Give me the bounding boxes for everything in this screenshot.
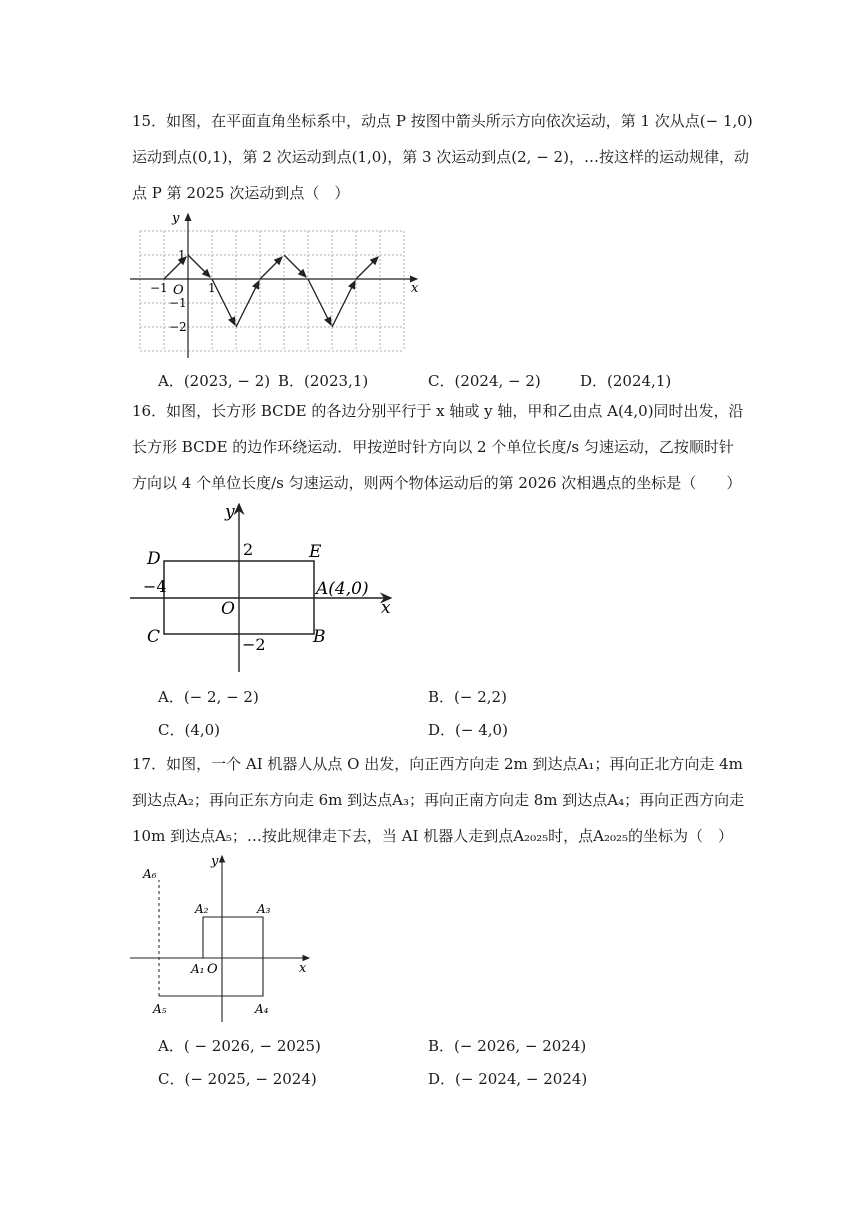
q15-tick-x-neg1: −1 bbox=[150, 281, 168, 295]
q17-label-a2: A₂ bbox=[195, 902, 209, 916]
q17-figure bbox=[125, 850, 325, 1025]
q17-line-3: 10m 到达点A₅；…按此规律走下去，当 AI 机器人走到点A₂₀₂₅时，点A₂₀₂₅的坐标为（ ） bbox=[132, 827, 733, 845]
q15-path-seg-9 bbox=[356, 257, 378, 279]
q15-option-a: A．(2023, − 2) bbox=[158, 372, 271, 390]
q16-x-label: x bbox=[381, 598, 391, 618]
q17-option-c: C．(− 2025, − 2024) bbox=[158, 1070, 317, 1088]
q17-y-label: y bbox=[211, 854, 219, 869]
q17-option-b: B．(− 2026, − 2024) bbox=[428, 1037, 587, 1055]
q17-option-d: D．(− 2024, − 2024) bbox=[428, 1070, 588, 1088]
q17-spiral-path bbox=[159, 917, 263, 996]
q16-label-d: D bbox=[147, 549, 161, 569]
q15-line-2: 运动到点(0,1)，第 2 次运动到点(1,0)，第 3 次运动到点(2, − 2)，…按这样的运动规律，动 bbox=[132, 148, 749, 166]
q16-tick-neg4: −4 bbox=[143, 577, 167, 596]
q15-path-seg-5 bbox=[260, 257, 282, 279]
q15-tick-x-1: 1 bbox=[208, 281, 216, 295]
q15-option-b: B．(2023,1) bbox=[278, 372, 369, 390]
q15-path-seg-8 bbox=[332, 281, 355, 327]
q16-line-2: 长方形 BCDE 的边作环绕运动．甲按逆时针方向以 2 个单位长度/s 匀速运动，乙按顺时针 bbox=[132, 438, 734, 456]
q17-x-label: x bbox=[299, 961, 307, 976]
q17-label-a6: A₆ bbox=[143, 867, 157, 881]
q16-figure bbox=[125, 498, 405, 678]
q16-option-d: D．(− 4,0) bbox=[428, 721, 508, 739]
q17-origin-label: O bbox=[207, 962, 218, 977]
q16-line-3: 方向以 4 个单位长度/s 匀速运动，则两个物体运动后的第 2026 次相遇点的坐标是（ ） bbox=[132, 474, 742, 492]
q15-tick-y-1: 1 bbox=[178, 248, 186, 262]
q17-option-a: A．( − 2026, − 2025) bbox=[158, 1037, 321, 1055]
q15-y-label: y bbox=[172, 211, 180, 226]
q15-option-c: C．(2024, − 2) bbox=[428, 372, 541, 390]
q15-path-seg-2 bbox=[188, 255, 210, 277]
q15-line-1: 15．如图，在平面直角坐标系中，动点 P 按图中箭头所示方向依次运动，第 1 次从点(− 1,0) bbox=[132, 112, 753, 130]
q15-tick-y-neg2: −2 bbox=[169, 320, 187, 334]
q16-label-b: B bbox=[313, 627, 326, 647]
q16-tick-2: 2 bbox=[243, 540, 254, 559]
q17-label-a5: A₅ bbox=[153, 1002, 167, 1016]
q15-path-seg-4 bbox=[236, 281, 259, 327]
q15-tick-y-neg1: −1 bbox=[169, 296, 187, 310]
q16-option-c: C．(4,0) bbox=[158, 721, 221, 739]
q17-label-a1: A₁ bbox=[191, 962, 205, 976]
q16-label-a: A(4,0) bbox=[316, 579, 369, 599]
q15-option-d: D．(2024,1) bbox=[580, 372, 672, 390]
q16-option-a: A．(− 2, − 2) bbox=[158, 688, 259, 706]
q16-label-c: C bbox=[147, 627, 161, 647]
q17-label-a4: A₄ bbox=[255, 1002, 269, 1016]
q16-tick-neg2: −2 bbox=[242, 635, 266, 654]
q16-label-e: E bbox=[309, 542, 322, 562]
q17-label-a3: A₃ bbox=[257, 902, 271, 916]
q16-y-label: y bbox=[225, 502, 235, 522]
q16-option-b: B．(− 2,2) bbox=[428, 688, 507, 706]
q15-figure bbox=[125, 210, 425, 360]
q17-line-1: 17．如图，一个 AI 机器人从点 O 出发，向正西方向走 2m 到达点A₁；再向正北方向走 4m bbox=[132, 755, 743, 773]
q15-path-seg-6 bbox=[284, 255, 306, 277]
q16-line-1: 16．如图，长方形 BCDE 的各边分别平行于 x 轴或 y 轴，甲和乙由点 A(4,0)同时出发，沿 bbox=[132, 402, 744, 420]
q17-line-2: 到达点A₂；再向正东方向走 6m 到达点A₃；再向正南方向走 8m 到达点A₄；再向正西方向走 bbox=[132, 791, 745, 809]
q15-line-3: 点 P 第 2025 次运动到点（ ） bbox=[132, 184, 350, 202]
q15-x-label: x bbox=[411, 281, 419, 296]
q15-path-seg-7 bbox=[308, 279, 331, 325]
q16-origin-label: O bbox=[221, 599, 235, 619]
q15-origin-label: O bbox=[173, 283, 184, 298]
